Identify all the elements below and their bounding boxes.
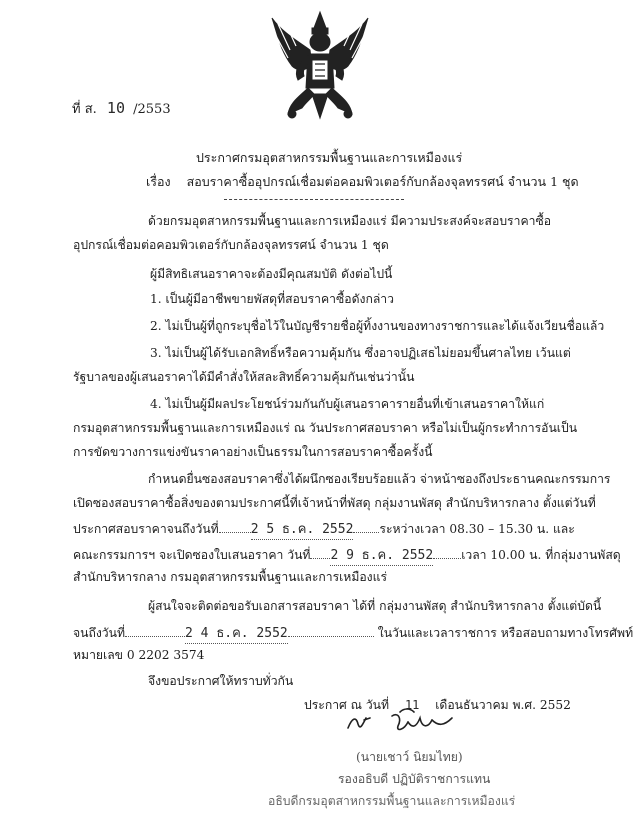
phone-line: หมายเลข 0 2202 3574 — [73, 648, 205, 662]
announcement-day: 11 — [404, 698, 420, 712]
document-deadline-date: 2 4 ธ.ค. 2552 — [185, 622, 288, 644]
interested-line-1: ผู้สนใจจะติดต่อขอรับเอกสารสอบราคา ได้ที่ กลุ่มงานพัสดุ สำนักบริหารกลาง ตั้งแต่บัดนี้ — [148, 599, 602, 613]
signatory-position: รองอธิบดี ปฏิบัติราชการแทน — [338, 772, 491, 786]
doc-number-handwritten: 10 — [106, 99, 125, 117]
qualification-3-line-2: รัฐบาลของผู้เสนอราคาได้มีคำสั่งให้สละสิทธิ์ความคุ้มกันเช่นว่านั้น — [73, 370, 415, 384]
submission-deadline-date: 2 5 ธ.ค. 2552 — [251, 518, 354, 540]
doc-number-prefix: ที่ ส. — [72, 102, 97, 117]
qualification-4-line-3: การขัดขวางการแข่งขันราคาอย่างเป็นธรรมในการสอบราคาซื้อครั้งนี้ — [73, 445, 433, 459]
submission-line-1: กำหนดยื่นซองสอบราคาซึ่งได้ผนึกซองเรียบร้อยแล้ว จ่าหน้าซองถึงประธานคณะกรรมการ — [148, 472, 611, 486]
qualifications-title: ผู้มีสิทธิเสนอราคาจะต้องมีคุณสมบัติ ดังต่อไปนี้ — [150, 267, 393, 281]
handwritten-signature — [344, 704, 474, 738]
subject-label: เรื่อง — [146, 174, 171, 189]
interested-line-2 — [73, 622, 633, 644]
signatory-organization: อธิบดีกรมอุตสาหกรรมพื้นฐานและการเหมืองแร่ — [268, 794, 516, 808]
qualification-4-line-2: กรมอุตสาหกรรมพื้นฐานและการเหมืองแร่ ณ วันประกาศสอบราคา หรือไม่เป็นผู้กระทำการอันเป็น — [73, 421, 578, 435]
announcement-date-prefix: ประกาศ ณ วันที่ — [304, 698, 390, 712]
submission-time-text: ระหว่างเวลา 08.30 – 15.30 น. และ — [379, 522, 575, 536]
opening-time-text: เวลา 10.00 น. ที่กลุ่มงานพัสดุ — [461, 548, 621, 562]
subject-text: สอบราคาซื้ออุปกรณ์เชื่อมต่อคอมพิวเตอร์กับกล้องจุลทรรศน์ จำนวน 1 ชุด — [186, 174, 579, 189]
opening-date: 2 9 ธ.ค. 2552 — [330, 544, 433, 566]
announcement-title: ประกาศกรมอุตสาหกรรมพื้นฐานและการเหมืองแร่ — [196, 150, 463, 165]
opening-date-label: คณะกรรมการฯ จะเปิดซองใบเสนอราคา วันที่ — [73, 548, 311, 562]
signatory-name: (นายเชาว์ นิยมไทย) — [356, 750, 463, 764]
qualification-2: 2. ไม่เป็นผู้ที่ถูกระบุชื่อไว้ในบัญชีรายชื่อผู้ทิ้งงานของทางราชการและได้แจ้งเวียนชื่อแล้ว — [150, 319, 605, 333]
submission-line-2: เปิดซองสอบราคาซื้อสิ่งของตามประกาศนี้ที่เจ้าหน้าที่พัสดุ กลุ่มงานพัสดุ สำนักบริหารกลาง ตั้งแต่วันที่ — [73, 496, 596, 510]
qualification-4-line-1: 4. ไม่เป็นผู้มีผลประโยชน์ร่วมกันกับผู้เสนอราคารายอื่นที่เข้าเสนอราคาให้แก่ — [150, 397, 545, 411]
intro-line-2: อุปกรณ์เชื่อมต่อคอมพิวเตอร์กับกล้องจุลทรรศน์ จำนวน 1 ชุด — [73, 238, 389, 252]
submission-line-3 — [73, 518, 575, 540]
intro-line-1: ด้วยกรมอุตสาหกรรมพื้นฐานและการเหมืองแร่ มีความประสงค์จะสอบราคาซื้อ — [148, 214, 552, 228]
subject-line — [146, 172, 579, 192]
header-divider — [224, 199, 404, 200]
doc-number-year: /2553 — [133, 102, 171, 117]
document-number — [72, 98, 171, 119]
submission-line-5: สำนักบริหารกลาง กรมอุตสาหกรรมพื้นฐานและการเหมืองแร่ — [73, 570, 388, 584]
announcement-month-year: เดือนธันวาคม พ.ศ. 2552 — [435, 698, 571, 712]
garuda-emblem — [268, 10, 372, 122]
document-deadline-label: จนถึงวันที่ — [73, 626, 126, 640]
submission-line-4 — [73, 544, 621, 566]
qualification-1: 1. เป็นผู้มีอาชีพขายพัสดุที่สอบราคาซื้อดังกล่าว — [150, 292, 394, 306]
qualification-3-line-1: 3. ไม่เป็นผู้ได้รับเอกสิทธิ์หรือความคุ้มกัน ซึ่งอาจปฏิเสธไม่ยอมขึ้นศาลไทย เว้นแต่ — [150, 346, 571, 360]
closing-statement: จึงขอประกาศให้ทราบทั่วกัน — [148, 674, 294, 688]
document-hours-text: ในวันและเวลาราชการ หรือสอบถามทางโทรศัพท์ — [377, 626, 634, 640]
submission-deadline-label: ประกาศสอบราคาจนถึงวันที่ — [73, 522, 219, 536]
